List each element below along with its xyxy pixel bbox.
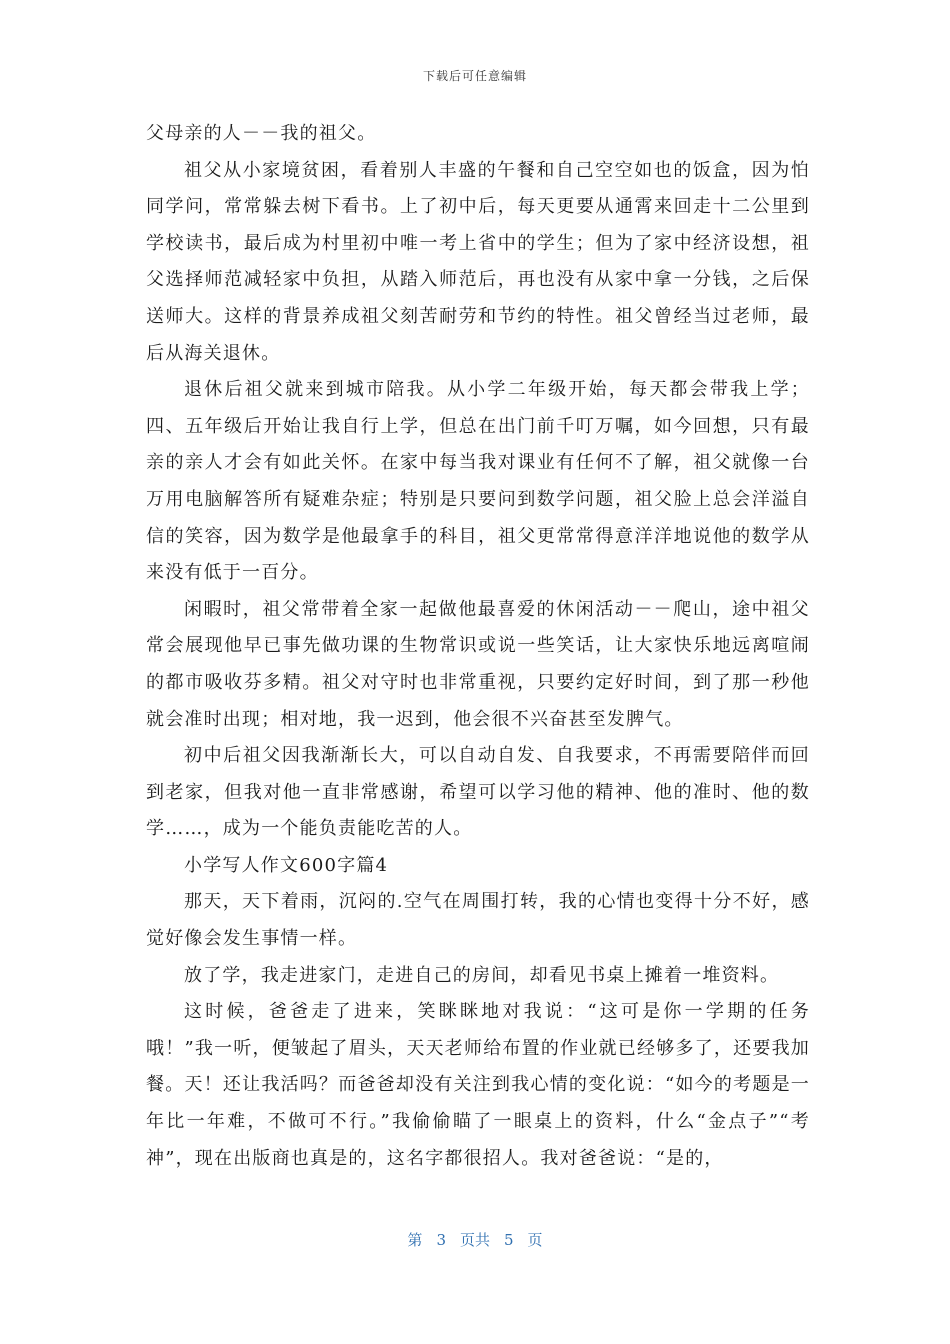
paragraph-continuation: 父母亲的人－－我的祖父。 [146, 123, 377, 144]
paragraph: 放了学，我走进家门，走进自己的房间，却看见书桌上摊着一堆资料。 [184, 964, 780, 986]
paragraph: 初中后祖父因我渐渐长大，可以自动自发、自我要求，不再需要陪伴而回到老家，但我对他一直非常感谢，希望可以学习他的精神、他的准时、他的数学……，成为一个能负责能吃苦的人。 [146, 745, 810, 840]
document-body [146, 116, 810, 1177]
paragraph: 闲暇时，祖父常带着全家一起做他最喜爱的休闲活动－－爬山，途中祖父常会展现他早已事先做功课的生物常识或说一些笑话，让大家快乐地远离喧闹的都市吸收芬多精。祖父对守时也非常重视，只要约定好时间，到了那一秒他就会准时出现；相对地，我一迟到，他会很不兴奋甚至发脾气。 [146, 598, 810, 730]
page-total-number: 5 [504, 1231, 514, 1249]
paragraph: 这时候，爸爸走了进来，笑眯眯地对我说：“这可是你一学期的任务哦！”我一听，便皱起了眉头，天天老师给布置的作业就已经够多了，还要我加餐。天！还让我活吗？而爸爸却没有关注到我心情的变化说：“如今的考题是一年比一年难，不做可不行。”我偷偷瞄了一眼桌上的资料，什么“金点子”“考神”，现在出版商也真是的，这名字都很招人。我对爸爸说：“是的， [146, 1001, 810, 1169]
paragraph: 祖父从小家境贫困，看着别人丰盛的午餐和自己空空如也的饭盒，因为怕同学问，常常躲去树下看书。上了初中后，每天更要从通霄来回走十二公里到学校读书，最后成为村里初中唯一考上省中的学生；但为了家中经济设想，祖父选择师范减轻家中负担，从踏入师范后，再也没有从家中拿一分钱，之后保送师大。这样的背景养成祖父刻苦耐劳和节约的特性。祖父曾经当过老师，最后从海关退休。 [146, 159, 810, 364]
page-header-note: 下载后可任意编辑 [422, 69, 527, 83]
page-label-suffix: 页 [527, 1231, 543, 1249]
section-title: 小学写人作文600字篇4 [184, 854, 389, 876]
page-label-prefix: 第 [407, 1231, 423, 1249]
page-label-mid: 页共 [459, 1231, 490, 1249]
paragraph: 那天，天下着雨，沉闷的.空气在周围打转，我的心情也变得十分不好，感觉好像会发生事情一样。 [146, 891, 810, 950]
page-footer [0, 1229, 950, 1250]
page-current-number: 3 [436, 1231, 446, 1249]
paragraph: 退休后祖父就来到城市陪我。从小学二年级开始，每天都会带我上学；四、五年级后开始让我自行上学，但总在出门前千叮万嘱，如今回想，只有最亲的亲人才会有如此关怀。在家中每当我对课业有任何不了解，祖父就像一台万用电脑解答所有疑难杂症；特别是只要问到数学问题，祖父脸上总会洋溢自信的笑容，因为数学是他最拿手的科目，祖父更常常得意洋洋地说他的数学从来没有低于一百分。 [146, 379, 810, 584]
